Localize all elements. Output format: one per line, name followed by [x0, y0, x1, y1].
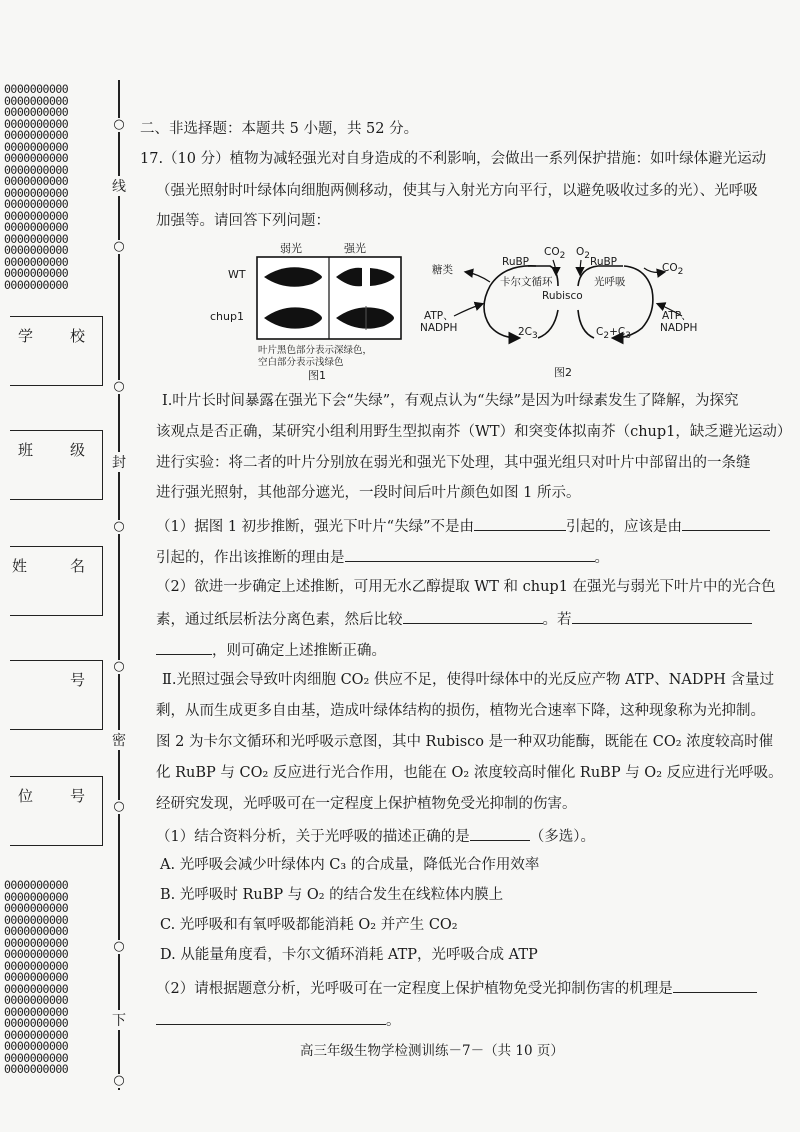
fig2-rubp-right: RuBP — [590, 256, 618, 268]
part1-text: 进行实验：将二者的叶片分别放在弱光和强光下处理，其中强光组只对叶片中部留出的一条缝 — [156, 455, 751, 471]
binding-circle: ○ — [113, 1073, 125, 1088]
part2-text: Ⅱ.光照过强会导致叶肉细胞 CO₂ 供应不足，使得叶绿体中的光反应产物 ATP、NADPH 含量过 — [162, 672, 774, 688]
field-label: 位 — [18, 787, 34, 805]
option-a: A. 光呼吸会减少叶绿体内 C₃ 的合成量，降低光合作用效率 — [160, 857, 540, 873]
answer-blank[interactable] — [156, 640, 212, 655]
part2-text: 经研究发现，光呼吸可在一定程度上保护植物免受光抑制的伤害。 — [156, 796, 577, 812]
answer-blank[interactable] — [673, 978, 757, 993]
binding-circle: ○ — [113, 799, 125, 814]
field-label: 级 — [70, 441, 86, 459]
fig1-caption: 图1 — [308, 369, 326, 382]
part2-q2: （2）请根据题意分析，光呼吸可在一定程度上保护植物免受光抑制伤害的机理是 — [156, 978, 757, 998]
fig2-sugar: 糖类 — [432, 264, 453, 276]
fig2-c2c3: $C_2+C_3$ — [596, 326, 631, 341]
fig2-nadph-right: NADPH — [660, 322, 698, 334]
fig2-rubp-left: RuBP — [502, 256, 530, 268]
q17-stem: 加强等。请回答下列问题： — [156, 213, 330, 229]
name-field[interactable] — [10, 546, 103, 616]
binding-mark-xia: 下 — [108, 1010, 130, 1030]
binding-circle: ○ — [113, 379, 125, 394]
binding-holes-top: 0000000000 0000000000 0000000000 0000000000 0000000000 0000000000 0000000000 0000000000 0000000000 0000000000 0000000000 0000000000 0000000000 0000000000 0000000000 0000000000 0000000000 0000000000 — [4, 82, 69, 292]
fig2-rubisco: Rubisco — [542, 290, 583, 302]
page-footer: 高三年级生物学检测训练－7－（共 10 页） — [300, 1043, 564, 1059]
binding-circle: ○ — [113, 659, 125, 674]
binding-circle: ○ — [113, 117, 125, 132]
part1-text: Ⅰ.叶片长时间暴露在强光下会“失绿”，有观点认为“失绿”是因为叶绿素发生了降解，为探究 — [162, 393, 739, 409]
field-label: 号 — [70, 787, 86, 805]
binding-mark-feng: 封 — [108, 452, 130, 472]
field-label: 校 — [70, 327, 86, 345]
fig2-calvin-label: 卡尔文循环 — [500, 276, 553, 288]
part2-text: 化 RuBP 与 CO₂ 反应进行光合作用，也能在 O₂ 浓度较高时催化 RuBP 与 O₂ 反应进行光呼吸。 — [156, 765, 783, 781]
field-label: 号 — [70, 671, 86, 689]
fig1-row-wt: WT — [228, 268, 246, 281]
field-label: 姓 — [12, 557, 28, 575]
binding-holes-bottom: 0000000000 0000000000 0000000000 0000000000 0000000000 0000000000 0000000000 0000000000 0000000000 0000000000 0000000000 0000000000 0000000000 0000000000 0000000000 0000000000 0000000000 — [4, 878, 69, 1076]
figure-2 — [418, 246, 718, 382]
binding-mark-mi: 密 — [108, 730, 130, 750]
field-label: 名 — [70, 557, 86, 575]
fig2-co2-top: $CO_2$ — [544, 246, 566, 261]
fig1-note: 空白部分表示浅绿色 — [258, 357, 344, 368]
answer-blank[interactable] — [156, 1010, 386, 1025]
part2-q2-cont: 。 — [156, 1010, 401, 1030]
option-d: D. 从能量角度看，卡尔文循环消耗 ATP，光呼吸合成 ATP — [160, 947, 538, 963]
figure-1 — [210, 236, 410, 386]
part2-text: 剩，从而生成更多自由基，造成叶绿体结构的损伤，植物光合速率下降，这种现象称为光抑制。 — [156, 703, 765, 719]
answer-blank[interactable] — [403, 609, 543, 624]
part1-text: 该观点是否正确，某研究小组利用野生型拟南芥（WT）和突变体拟南芥（chup1，缺乏避光运动） — [156, 424, 792, 440]
school-field[interactable] — [10, 316, 103, 386]
fig1-leaf-panel — [256, 256, 402, 340]
part1-q2-end: ，则可确定上述推断正确。 — [156, 640, 386, 660]
seat-number-field[interactable] — [10, 776, 103, 846]
fig1-row-chup1: chup1 — [210, 310, 244, 323]
binding-mark-xian: 线 — [108, 176, 130, 196]
part1-q1: （1）据图 1 初步推断，强光下叶片“失绿”不是由 引起的，应该是由 — [156, 516, 770, 536]
fig2-atp-left: ATP、 — [424, 310, 454, 322]
field-label: 班 — [18, 441, 34, 459]
fig2-atp-right: ATP、 — [662, 310, 692, 322]
part1-text: 进行强光照射，其他部分遮光，一段时间后叶片颜色如图 1 所示。 — [156, 485, 581, 501]
fig2-2c3: $2C_3$ — [518, 326, 538, 341]
answer-blank[interactable] — [474, 516, 566, 531]
exam-number-field[interactable] — [10, 660, 103, 730]
field-label: 学 — [18, 327, 34, 345]
q17-stem: 17.（10 分）植物为减轻强光对自身造成的不利影响，会做出一系列保护措施：如叶绿体避光运动 — [140, 151, 767, 167]
fig1-note: 叶片黑色部分表示深绿色， — [258, 345, 373, 356]
option-b: B. 光呼吸时 RuBP 与 O₂ 的结合发生在线粒体内膜上 — [160, 887, 504, 903]
q17-stem: （强光照射时叶绿体向细胞两侧移动，使其与入射光方向平行，以避免吸收过多的光）、光呼吸 — [156, 183, 758, 199]
answer-blank[interactable] — [682, 516, 770, 531]
fig2-co2-right: $CO_2$ — [662, 262, 684, 277]
part2-q1: （1）结合资料分析，关于光呼吸的描述正确的是 （多选）。 — [156, 826, 595, 846]
part1-q2: （2）欲进一步确定上述推断，可用无水乙醇提取 WT 和 chup1 在强光与弱光下叶片中的光合色 — [156, 579, 776, 595]
option-c: C. 光呼吸和有氧呼吸都能消耗 O₂ 并产生 CO₂ — [160, 917, 458, 933]
section-heading: 二、非选择题：本题共 5 小题，共 52 分。 — [140, 121, 419, 137]
binding-circle: ○ — [113, 239, 125, 254]
answer-blank[interactable] — [470, 826, 530, 841]
answer-blank[interactable] — [572, 609, 752, 624]
binding-circle: ○ — [113, 939, 125, 954]
fig1-col-weak: 弱光 — [280, 242, 302, 255]
answer-blank[interactable] — [345, 547, 595, 562]
part1-q1-cont: 引起的，作出该推断的理由是 。 — [156, 547, 609, 567]
fig2-photoresp-label: 光呼吸 — [594, 276, 626, 288]
fig1-col-strong: 强光 — [344, 242, 366, 255]
part1-q2-cont: 素，通过纸层析法分离色素，然后比较 。若 — [156, 609, 752, 629]
part2-text: 图 2 为卡尔文循环和光呼吸示意图，其中 Rubisco 是一种双功能酶，既能在 CO₂ 浓度较高时催 — [156, 734, 774, 750]
binding-circle: ○ — [113, 519, 125, 534]
fig2-o2-top: $O_2$ — [576, 246, 590, 261]
class-field[interactable] — [10, 430, 103, 500]
fig2-caption: 图2 — [554, 366, 572, 379]
fig2-nadph-left: NADPH — [420, 322, 458, 334]
